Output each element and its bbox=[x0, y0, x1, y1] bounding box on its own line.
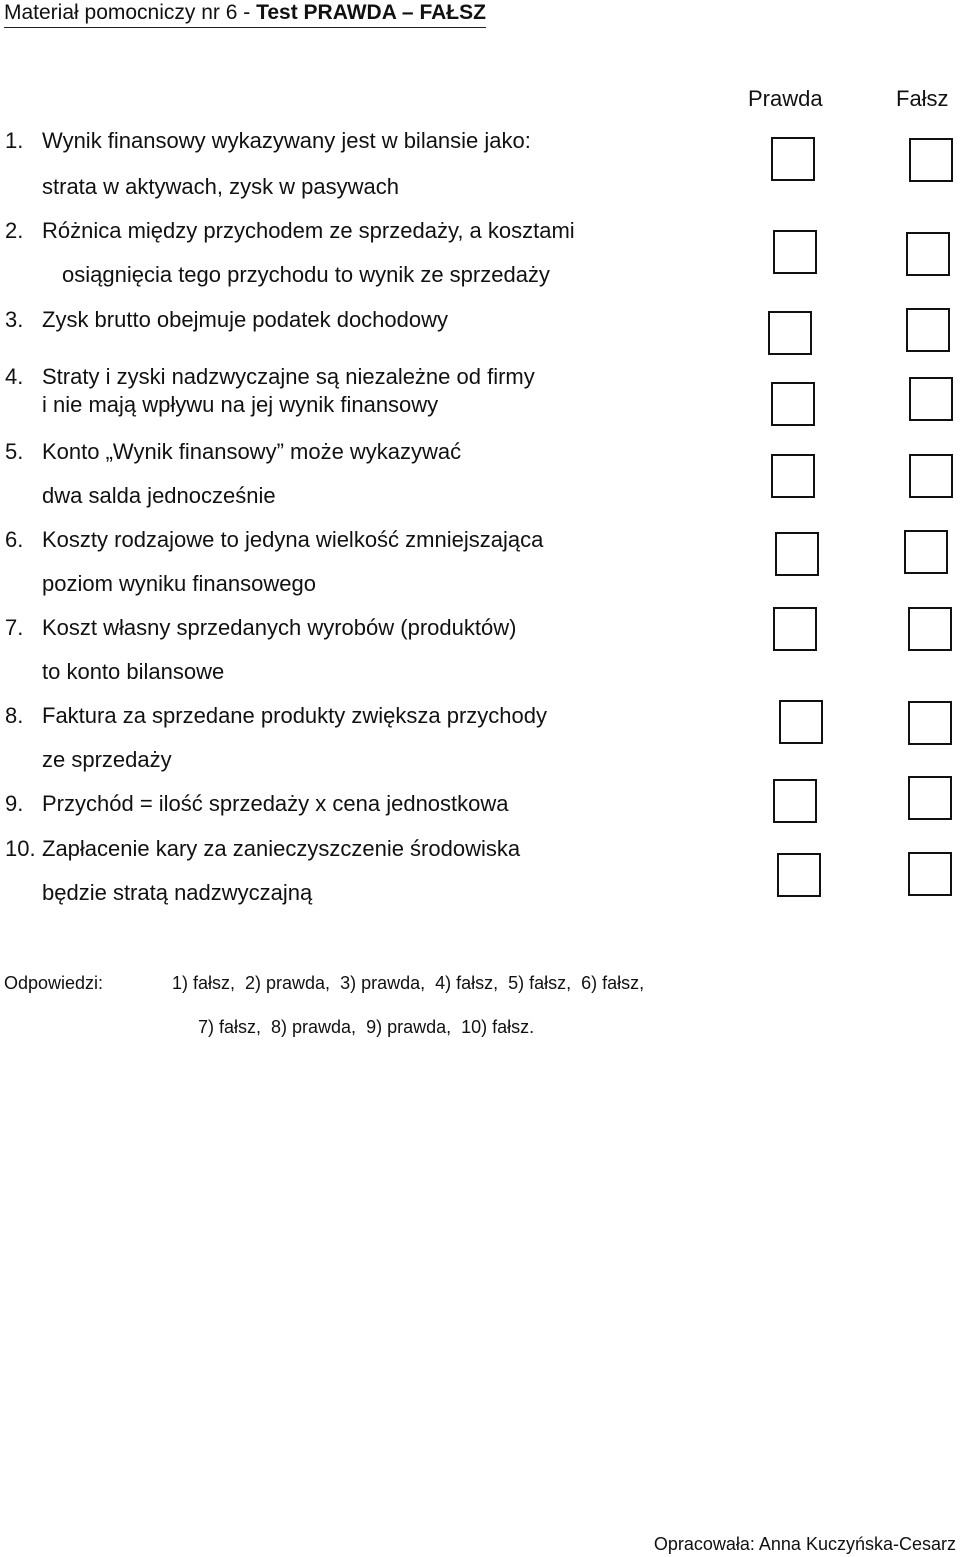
question-number: 2. bbox=[5, 218, 24, 243]
q2-false-checkbox[interactable] bbox=[906, 232, 950, 276]
q3-false-checkbox[interactable] bbox=[906, 308, 950, 352]
q7-true-checkbox[interactable] bbox=[773, 607, 817, 651]
q4-false-checkbox[interactable] bbox=[909, 377, 953, 421]
question-number: 10. bbox=[5, 836, 36, 861]
q1-true-checkbox[interactable] bbox=[771, 137, 815, 181]
question-text-line: Zapłacenie kary za zanieczyszczenie środowiska bbox=[42, 836, 521, 861]
question-text-line: to konto bilansowe bbox=[42, 659, 225, 684]
q1-false-checkbox[interactable] bbox=[909, 138, 953, 182]
question-text-line: osiągnięcia tego przychodu to wynik ze sprzedaży bbox=[62, 262, 550, 287]
q9-false-checkbox[interactable] bbox=[908, 776, 952, 820]
q2-true-checkbox[interactable] bbox=[773, 230, 817, 274]
q8-false-checkbox[interactable] bbox=[908, 701, 952, 745]
question-text-line: Straty i zyski nadzwyczajne są niezależne od firmy bbox=[42, 364, 535, 389]
q3-true-checkbox[interactable] bbox=[768, 311, 812, 355]
q6-false-checkbox[interactable] bbox=[904, 530, 948, 574]
question-text-line: i nie mają wpływu na jej wynik finansowy bbox=[42, 392, 439, 417]
answers-line-2: 7) fałsz, 8) prawda, 9) prawda, 10) fałsz. bbox=[198, 1017, 535, 1037]
q9-true-checkbox[interactable] bbox=[773, 779, 817, 823]
question-text-line: będzie stratą nadzwyczajną bbox=[42, 880, 313, 905]
question-number: 9. bbox=[5, 791, 24, 816]
question-text-line: ze sprzedaży bbox=[42, 747, 172, 772]
question-text-line: Różnica między przychodem ze sprzedaży, a kosztami bbox=[42, 218, 575, 243]
question-text-line: Koszty rodzajowe to jedyna wielkość zmniejszająca bbox=[42, 527, 544, 552]
answers-label: Odpowiedzi: bbox=[4, 973, 104, 993]
question-text-line: Przychód = ilość sprzedaży x cena jednostkowa bbox=[42, 791, 509, 816]
q10-false-checkbox[interactable] bbox=[908, 852, 952, 896]
title-prefix: Materiał pomocniczy nr 6 - bbox=[4, 1, 257, 24]
answers-line-1: 1) fałsz, 2) prawda, 3) prawda, 4) fałsz, 5) fałsz, 6) fałsz, bbox=[172, 973, 645, 993]
title-bold: Test PRAWDA – FAŁSZ bbox=[256, 1, 486, 24]
question-number: 4. bbox=[5, 364, 24, 389]
column-header-false: Fałsz bbox=[896, 86, 949, 111]
question-number: 7. bbox=[5, 615, 24, 640]
question-text-line: Wynik finansowy wykazywany jest w bilansie jako: bbox=[42, 128, 531, 153]
question-number: 5. bbox=[5, 439, 24, 464]
q5-true-checkbox[interactable] bbox=[771, 454, 815, 498]
question-number: 1. bbox=[5, 128, 24, 153]
column-header-true: Prawda bbox=[748, 86, 823, 111]
q5-false-checkbox[interactable] bbox=[909, 454, 953, 498]
question-text-line: poziom wyniku finansowego bbox=[42, 571, 316, 596]
question-text-line: Faktura za sprzedane produkty zwiększa przychody bbox=[42, 703, 548, 728]
q8-true-checkbox[interactable] bbox=[779, 700, 823, 744]
question-text-line: Zysk brutto obejmuje podatek dochodowy bbox=[42, 307, 449, 332]
q10-true-checkbox[interactable] bbox=[777, 853, 821, 897]
q4-true-checkbox[interactable] bbox=[771, 382, 815, 426]
question-text-line: Koszt własny sprzedanych wyrobów (produktów) bbox=[42, 615, 517, 640]
question-number: 6. bbox=[5, 527, 24, 552]
question-number: 3. bbox=[5, 307, 24, 332]
page-title bbox=[4, 0, 486, 28]
question-number: 8. bbox=[5, 703, 24, 728]
question-text-line: Konto „Wynik finansowy” może wykazywać bbox=[42, 439, 462, 464]
author-credit: Opracowała: Anna Kuczyńska-Cesarz bbox=[653, 1534, 956, 1554]
q6-true-checkbox[interactable] bbox=[775, 532, 819, 576]
question-text-line: strata w aktywach, zysk w pasywach bbox=[42, 174, 400, 199]
question-text-line: dwa salda jednocześnie bbox=[42, 483, 276, 508]
q7-false-checkbox[interactable] bbox=[908, 607, 952, 651]
